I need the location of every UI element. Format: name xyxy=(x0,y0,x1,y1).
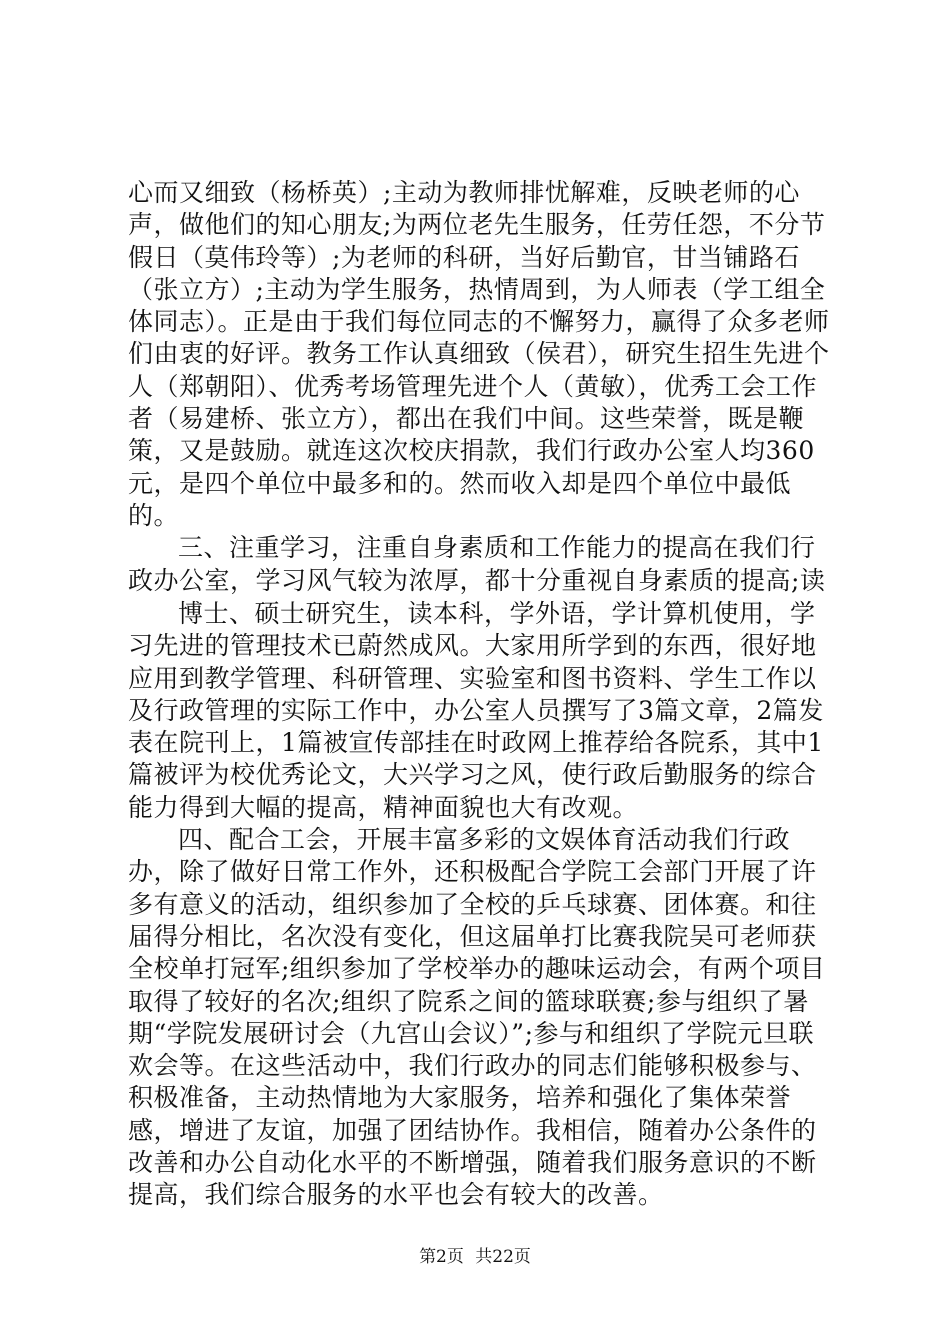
page-footer xyxy=(0,1242,950,1267)
paragraph-continuation: 心而又细致（杨桥英）;主动为教师排忧解难，反映老师的心声，做他们的知心朋友;为两位老先生服务，任劳任怨，不分节假日（莫伟玲等）;为老师的科研，当好后勤官，甘当铺路石（张立方）;主动为学生服务，热情周到，为人师表（学工组全体同志）。正是由于我们每位同志的不懈努力，赢得了众多老师们由衷的好评。教务工作认真细致（侯君），研究生招生先进个人（郑朝阳）、优秀考场管理先进个人（黄敏），优秀工会工作者（易建桥、张立方），都出在我们中间。这些荣誉，既是鞭策，又是鼓励。就连这次校庆捐款，我们行政办公室人均360元，是四个单位中最多和的。然而收入却是四个单位中最低的。 xyxy=(128,178,830,530)
page-number-current: 第2页 xyxy=(419,1247,464,1267)
text-block-upper xyxy=(128,177,838,597)
page-number-total: 共22页 xyxy=(475,1247,531,1267)
paragraph-section-three: 三、注重学习，注重自身素质和工作能力的提高在我们行政办公室，学习风气较为浓厚，都十分重视自身素质的提高;读 xyxy=(128,533,826,595)
paragraph-study-details: 博士、硕士研究生，读本科，学外语，学计算机使用，学习先进的管理技术已蔚然成风。大家用所学到的东西，很好地应用到教学管理、科研管理、实验室和图书资料、学生工作以及行政管理的实际工作中，办公室人员撰写了3篇文章，2篇发表在院刊上，1篇被宣传部挂在时政网上推荐给各院系，其中1篇被评为校优秀论文，大兴学习之风，使行政后勤服务的综合能力得到大幅的提高，精神面貌也大有改观。 xyxy=(128,599,824,822)
paragraph-section-four: 四、配合工会，开展丰富多彩的文娱体育活动我们行政办，除了做好日常工作外，还积极配合学院工会部门开展了许多有意义的活动，组织参加了全校的乒乓球赛、团体赛。和往届得分相比，名次没有变化，但这届单打比赛我院吴可老师获全校单打冠军;组织参加了学校举办的趣味运动会，有两个项目取得了较好的名次;组织了院系之间的篮球联赛;参与组织了暑期“学院发展研讨会（九宫山会议）”;参与和组织了学院元旦联欢会等。在这些活动中，我们行政办的同志们能够积极参与、积极准备，主动热情地为大家服务，培养和强化了集体荣誉感，增进了友谊，加强了团结协作。我相信，随着办公条件的改善和办公自动化水平的不断增强，随着我们服务意识的不断提高，我们综合服务的水平也会有较大的改善。 xyxy=(128,825,826,1210)
text-block-lower xyxy=(128,598,838,1212)
